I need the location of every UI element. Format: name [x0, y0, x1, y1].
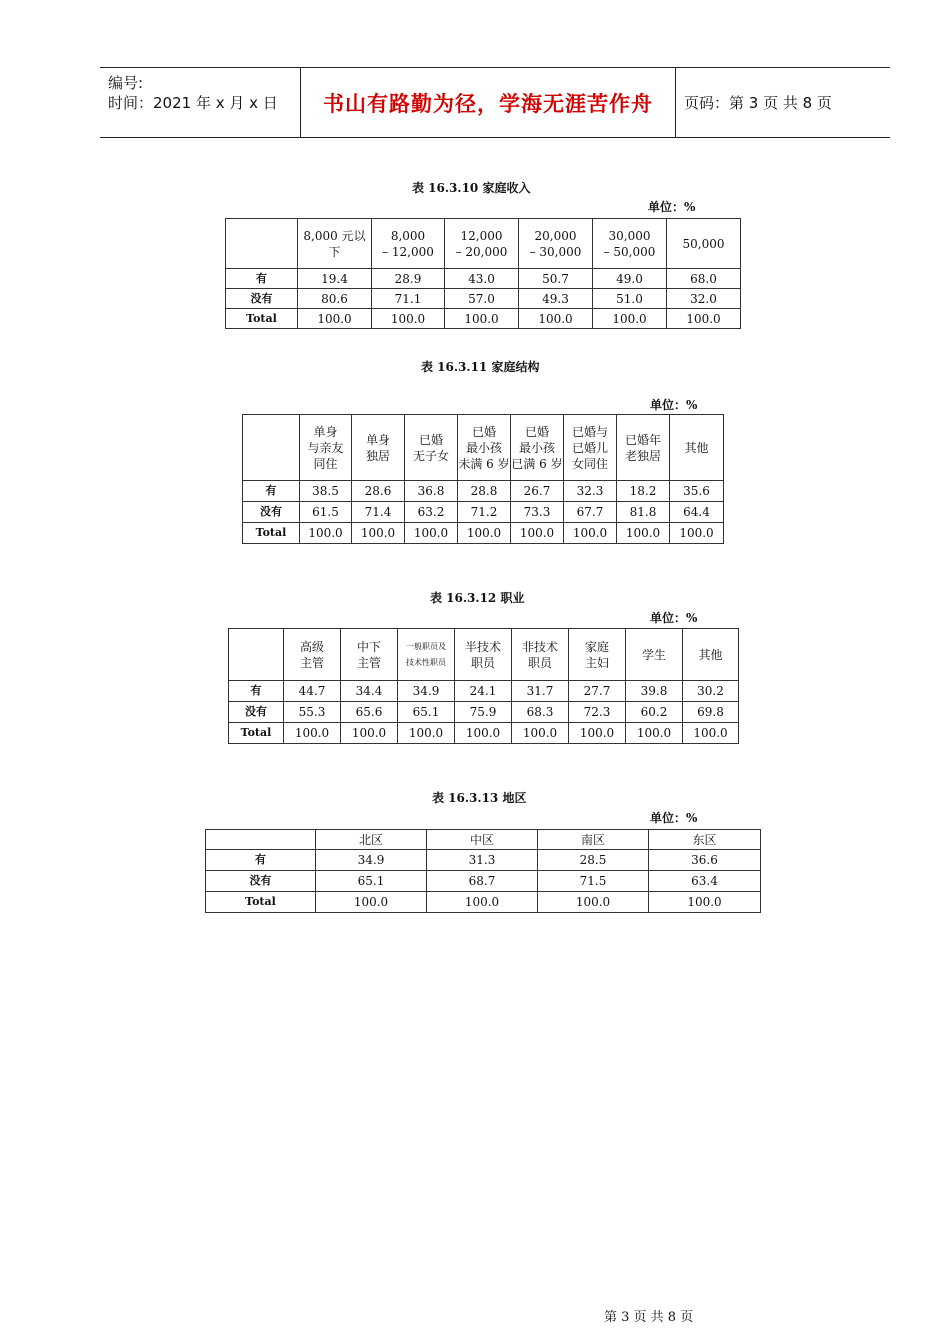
- row-label: 有: [226, 269, 298, 289]
- table-cell: 100.0: [372, 309, 445, 329]
- number-label: 编号:: [108, 74, 144, 92]
- table-cell: 34.9: [398, 681, 455, 702]
- table-row: [226, 309, 741, 329]
- table-cell: 51.0: [593, 289, 667, 309]
- column-header: 中区: [427, 830, 538, 850]
- header-page-cell: [676, 68, 890, 137]
- header-row: [206, 830, 761, 850]
- table-cell: 81.8: [617, 502, 670, 523]
- table-cell: 63.2: [405, 502, 458, 523]
- header-row: [243, 415, 724, 481]
- header-row: [229, 629, 739, 681]
- table-cell: 28.5: [538, 850, 649, 871]
- table-cell: 100.0: [569, 723, 626, 744]
- table-title: 表 16.3.12 职业: [430, 591, 525, 605]
- table-cell: 71.2: [458, 502, 511, 523]
- table-row: [206, 850, 761, 871]
- table-row: [229, 723, 739, 744]
- table-row: [243, 502, 724, 523]
- column-header: 中下 主管: [341, 629, 398, 681]
- table-cell: 100.0: [617, 523, 670, 544]
- table-cell: 68.7: [427, 871, 538, 892]
- table-cell: 35.6: [670, 481, 724, 502]
- table-cell: 65.1: [398, 702, 455, 723]
- header-motto-cell: [300, 68, 676, 137]
- column-header: 已婚 最小孩 已满 6 岁: [511, 415, 564, 481]
- row-label: 没有: [226, 289, 298, 309]
- table-cell: 100.0: [683, 723, 739, 744]
- table-cell: 19.4: [298, 269, 372, 289]
- region-table: [205, 829, 761, 913]
- column-header: 一般职员及 技术性职员: [398, 629, 455, 681]
- table-unit: 单位：%: [650, 611, 698, 625]
- table-cell: 34.9: [316, 850, 427, 871]
- column-header: 12,000 – 20,000: [445, 219, 519, 269]
- page-footer: 第 3 页 共 8 页: [604, 1310, 694, 1325]
- corner-cell: [226, 219, 298, 269]
- table-cell: 43.0: [445, 269, 519, 289]
- occupation-table: [228, 628, 739, 744]
- table-cell: 30.2: [683, 681, 739, 702]
- table-cell: 100.0: [284, 723, 341, 744]
- table-cell: 68.0: [667, 269, 741, 289]
- table-cell: 31.7: [512, 681, 569, 702]
- column-header: 其他: [670, 415, 724, 481]
- table-cell: 71.4: [352, 502, 405, 523]
- table-row: [226, 289, 741, 309]
- table-cell: 18.2: [617, 481, 670, 502]
- header-row: [226, 219, 741, 269]
- table-cell: 28.6: [352, 481, 405, 502]
- table-cell: 55.3: [284, 702, 341, 723]
- table-cell: 39.8: [626, 681, 683, 702]
- table-cell: 100.0: [511, 523, 564, 544]
- table-cell: 64.4: [670, 502, 724, 523]
- table-cell: 100.0: [564, 523, 617, 544]
- table-cell: 65.6: [341, 702, 398, 723]
- table-cell: 57.0: [445, 289, 519, 309]
- table-unit: 单位：%: [648, 200, 696, 214]
- table-cell: 28.8: [458, 481, 511, 502]
- column-header: 北区: [316, 830, 427, 850]
- corner-cell: [243, 415, 300, 481]
- table-cell: 73.3: [511, 502, 564, 523]
- column-header: 单身 独居: [352, 415, 405, 481]
- row-label: 有: [229, 681, 284, 702]
- table-row: [226, 269, 741, 289]
- table-cell: 32.3: [564, 481, 617, 502]
- table-cell: 100.0: [316, 892, 427, 913]
- row-label: 有: [206, 850, 316, 871]
- table-row: [229, 702, 739, 723]
- table-cell: 100.0: [649, 892, 761, 913]
- corner-cell: [229, 629, 284, 681]
- table-row: [206, 871, 761, 892]
- table-cell: 100.0: [341, 723, 398, 744]
- column-header: 东区: [649, 830, 761, 850]
- column-header: 学生: [626, 629, 683, 681]
- table-cell: 44.7: [284, 681, 341, 702]
- table-unit: 单位：%: [650, 811, 698, 825]
- column-header: 家庭 主妇: [569, 629, 626, 681]
- table-row: [243, 481, 724, 502]
- column-header: 其他: [683, 629, 739, 681]
- table-row: [206, 892, 761, 913]
- table-cell: 49.0: [593, 269, 667, 289]
- table-cell: 38.5: [300, 481, 352, 502]
- table-row: [229, 681, 739, 702]
- table-title: 表 16.3.10 家庭收入: [412, 181, 531, 195]
- column-header: 单身 与亲友 同住: [300, 415, 352, 481]
- table-cell: 67.7: [564, 502, 617, 523]
- column-header: 已婚 无子女: [405, 415, 458, 481]
- table-title: 表 16.3.11 家庭结构: [421, 360, 540, 374]
- table-cell: 71.5: [538, 871, 649, 892]
- row-label: 没有: [206, 871, 316, 892]
- table-cell: 63.4: [649, 871, 761, 892]
- table-cell: 28.9: [372, 269, 445, 289]
- table-cell: 100.0: [398, 723, 455, 744]
- table-cell: 69.8: [683, 702, 739, 723]
- page-header: [100, 67, 890, 138]
- table-cell: 61.5: [300, 502, 352, 523]
- table-cell: 36.8: [405, 481, 458, 502]
- row-label: Total: [206, 892, 316, 913]
- table-cell: 100.0: [300, 523, 352, 544]
- table-cell: 100.0: [538, 892, 649, 913]
- column-header: 20,000 – 30,000: [519, 219, 593, 269]
- table-cell: 100.0: [593, 309, 667, 329]
- table-cell: 100.0: [352, 523, 405, 544]
- row-label: Total: [243, 523, 300, 544]
- column-header: 8,000 元以下: [298, 219, 372, 269]
- table-title: 表 16.3.13 地区: [432, 791, 527, 805]
- column-header: 30,000 – 50,000: [593, 219, 667, 269]
- row-label: 有: [243, 481, 300, 502]
- table-cell: 100.0: [455, 723, 512, 744]
- table-cell: 32.0: [667, 289, 741, 309]
- table-cell: 26.7: [511, 481, 564, 502]
- table-cell: 31.3: [427, 850, 538, 871]
- table-cell: 50.7: [519, 269, 593, 289]
- column-header: 非技术 职员: [512, 629, 569, 681]
- table-cell: 100.0: [427, 892, 538, 913]
- column-header: 已婚 最小孩 未满 6 岁: [458, 415, 511, 481]
- table-cell: 100.0: [458, 523, 511, 544]
- column-header: 8,000 – 12,000: [372, 219, 445, 269]
- time-label: 时间：2021 年 x 月 x 日: [108, 94, 278, 112]
- family-structure-table: [242, 414, 724, 544]
- column-header: 高级 主管: [284, 629, 341, 681]
- column-header: 已婚与 已婚儿 女同住: [564, 415, 617, 481]
- row-label: 没有: [243, 502, 300, 523]
- table-cell: 100.0: [445, 309, 519, 329]
- motto: 书山有路勤为径，学海无涯苦作舟: [323, 91, 653, 116]
- table-cell: 100.0: [626, 723, 683, 744]
- table-cell: 100.0: [667, 309, 741, 329]
- header-meta: [100, 68, 300, 137]
- table-cell: 100.0: [519, 309, 593, 329]
- table-cell: 100.0: [512, 723, 569, 744]
- table-cell: 72.3: [569, 702, 626, 723]
- table-cell: 68.3: [512, 702, 569, 723]
- column-header: 半技术 职员: [455, 629, 512, 681]
- page-info: 页码：第 3 页 共 8 页: [684, 94, 832, 112]
- table-cell: 34.4: [341, 681, 398, 702]
- table-cell: 65.1: [316, 871, 427, 892]
- column-header: 南区: [538, 830, 649, 850]
- row-label: 没有: [229, 702, 284, 723]
- row-label: Total: [226, 309, 298, 329]
- table-cell: 100.0: [670, 523, 724, 544]
- column-header: 已婚年 老独居: [617, 415, 670, 481]
- table-cell: 100.0: [298, 309, 372, 329]
- income-table: [225, 218, 741, 329]
- table-cell: 80.6: [298, 289, 372, 309]
- table-cell: 49.3: [519, 289, 593, 309]
- table-cell: 60.2: [626, 702, 683, 723]
- table-row: [243, 523, 724, 544]
- column-header: 50,000: [667, 219, 741, 269]
- table-cell: 75.9: [455, 702, 512, 723]
- table-cell: 27.7: [569, 681, 626, 702]
- corner-cell: [206, 830, 316, 850]
- row-label: Total: [229, 723, 284, 744]
- table-cell: 36.6: [649, 850, 761, 871]
- table-cell: 71.1: [372, 289, 445, 309]
- table-cell: 24.1: [455, 681, 512, 702]
- table-cell: 100.0: [405, 523, 458, 544]
- table-unit: 单位：%: [650, 398, 698, 412]
